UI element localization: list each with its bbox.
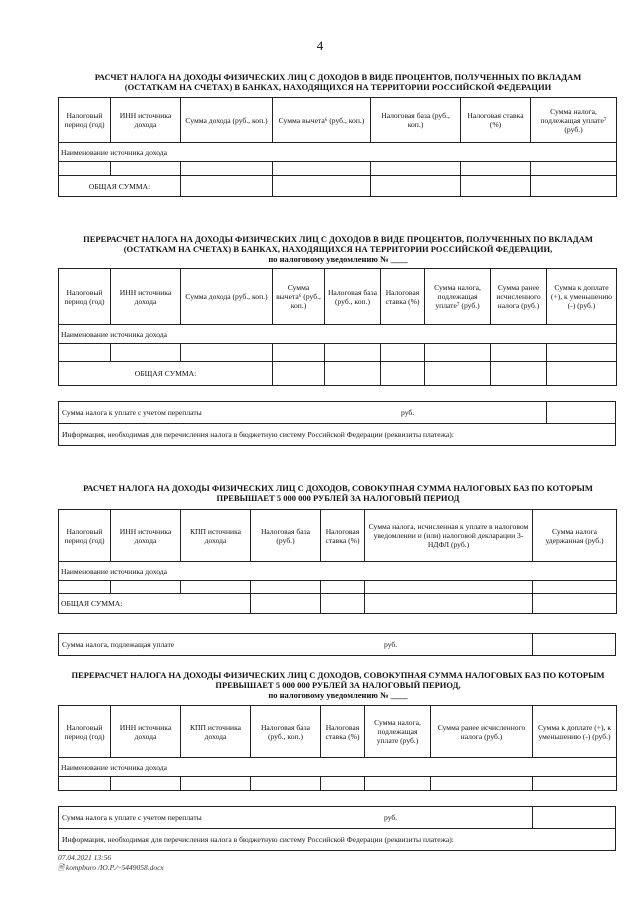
tax-with-overpayment-label: Сумма налога к уплате с учетом переплаты <box>62 813 202 822</box>
section2-table <box>58 268 617 386</box>
table-row <box>59 777 617 791</box>
section4-title: ПЕРЕРАСЧЕТ НАЛОГА НА ДОХОДЫ ФИЗИЧЕСКИХ ЛИЦ С ДОХОДОВ, СОВОКУПНАЯ СУММА НАЛОГОВЫХ БАЗ ПО КОТОРЫМ ПРЕВЫШАЕТ 5 000 000 РУБЛЕЙ ЗА НАЛОГОВЫЙ ПЕРИОД, по налоговому уведомлению № ____ <box>71 670 605 700</box>
table-row <box>59 344 617 362</box>
tax-with-overpayment-label: Сумма налога к уплате с учетом переплаты <box>62 408 202 417</box>
source-name-label: Наименование источника дохода <box>59 143 617 162</box>
total-label: ОБЩАЯ СУММА: <box>59 176 181 197</box>
section4-summary <box>58 806 616 851</box>
payment-info-label: Информация, необходимая для перечисления налога в бюджетную систему Российской Федерации (реквизиты платежа): <box>62 835 454 844</box>
total-label: ОБЩАЯ СУММА: <box>59 362 273 386</box>
table-header-row: Налоговый период (год) ИНН источника дохода Сумма дохода (руб., коп.) Сумма вычета⁶ (руб., коп.) Налоговая база (руб., коп.) Налоговая ставка (%) Сумма налога, подлежащая уплате⁷ (руб.) Сумма ранее исчисленного налога (руб.) Сумма к доплате (+), к уменьшению (-) (руб.) <box>59 269 617 325</box>
rub-label: руб. <box>401 408 415 417</box>
source-name-label: Наименование источника дохода <box>59 325 617 344</box>
source-name-label: Наименование источника дохода <box>59 562 617 581</box>
section2-summary <box>58 401 616 446</box>
section1-table <box>58 97 617 197</box>
table-header-row: Налоговый период (год) ИНН источника дохода Сумма дохода (руб., коп.) Сумма вычета⁶ (руб., коп.) Налоговая база (руб., коп.) Налоговая ставка (%) Сумма налога, подлежащая уплате⁷ (руб.) <box>59 98 617 143</box>
rub-label: руб. <box>384 640 398 649</box>
footer <box>58 853 164 873</box>
table-row <box>59 162 617 176</box>
section3-summary <box>58 633 616 656</box>
total-label: ОБЩАЯ СУММА: <box>59 594 251 614</box>
table-header-row: Налоговый период (год) ИНН источника дохода КПП источника дохода Налоговая база (руб.) Налоговая ставка (%) Сумма налога, исчисленная к уплате в налоговом уведомлении и (или) налоговой декларации 3-НДФЛ (руб.) Сумма налога удержанная (руб.) <box>59 510 617 562</box>
table-row <box>59 581 617 594</box>
payment-info-label: Информация, необходимая для перечисления налога в бюджетную систему Российской Федерации (реквизиты платежа): <box>62 430 454 439</box>
section1-title: РАСЧЕТ НАЛОГА НА ДОХОДЫ ФИЗИЧЕСКИХ ЛИЦ С ДОХОДОВ В ВИДЕ ПРОЦЕНТОВ, ПОЛУЧЕННЫХ ПО ВКЛАДАМ (ОСТАТКАМ НА СЧЕТАХ) В БАНКАХ, НАХОДЯЩИХСЯ НА ТЕРРИТОРИИ РОССИЙСКОЙ ФЕДЕРАЦИИ <box>94 72 582 92</box>
rub-label: руб. <box>384 813 398 822</box>
tax-payable-label: Сумма налога, подлежащая уплате <box>62 640 175 649</box>
footer-date: 07.04.2021 13:56 <box>58 853 112 862</box>
source-name-label: Наименование источника дохода <box>59 758 617 777</box>
table-header-row: Налоговый период (год) ИНН источника дохода КПП источника дохода Налоговая база (руб., коп.) Налоговая ставка (%) Сумма налога, подлежащая уплате (руб.) Сумма ранее исчисленного налога (руб.) Сумма к доплате (+), к уменьшению (-) (руб.) <box>59 706 617 758</box>
section4-table <box>58 705 617 791</box>
document-icon: 🗎 <box>58 863 65 872</box>
section3-table <box>58 509 617 614</box>
section2-title: ПЕРЕРАСЧЕТ НАЛОГА НА ДОХОДЫ ФИЗИЧЕСКИХ ЛИЦ С ДОХОДОВ В ВИДЕ ПРОЦЕНТОВ, ПОЛУЧЕННЫХ ПО ВКЛАДАМ (ОСТАТКАМ НА СЧЕТАХ) В БАНКАХ, НАХОДЯЩИХСЯ НА ТЕРРИТОРИИ РОССИЙСКОЙ ФЕДЕРАЦИИ, по налоговому уведомлению № ____ <box>83 234 593 264</box>
page-number: 4 <box>316 38 324 53</box>
section3-title: РАСЧЕТ НАЛОГА НА ДОХОДЫ ФИЗИЧЕСКИХ ЛИЦ С ДОХОДОВ, СОВОКУПНАЯ СУММА НАЛОГОВЫХ БАЗ ПО КОТОРЫМ ПРЕВЫШАЕТ 5 000 000 РУБЛЕЙ ЗА НАЛОГОВЫЙ ПЕРИОД <box>83 483 593 503</box>
footer-file-path: 🗎 kompburo /Ю.Р./~5449058.docx <box>58 863 164 872</box>
